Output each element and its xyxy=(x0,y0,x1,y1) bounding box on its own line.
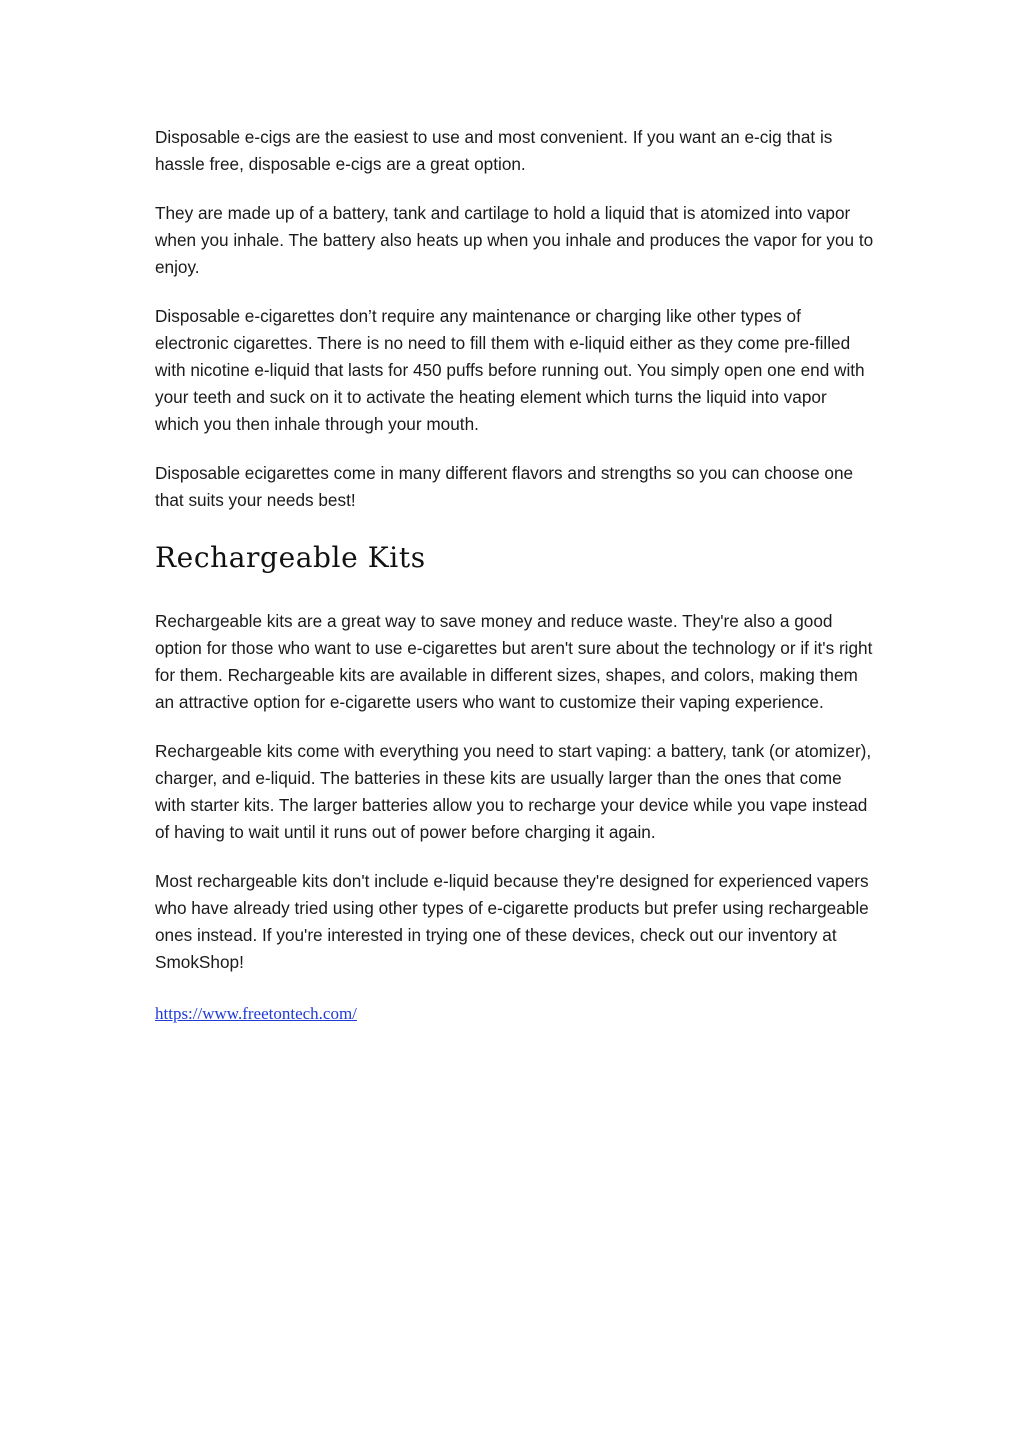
paragraph-disposable-components: They are made up of a battery, tank and cartilage to hold a liquid that is atomized into vapor when you inhale. The battery also heats up when you inhale and produces the vapor for you to enjoy. xyxy=(155,203,874,277)
paragraph-disposable-flavors: Disposable ecigarettes come in many different flavors and strengths so you can choose one that suits your needs best! xyxy=(155,463,854,510)
section-heading-rechargeable-kits: Rechargeable Kits xyxy=(155,541,426,574)
paragraph-disposable-maintenance: Disposable e-cigarettes don’t require any maintenance or charging like other types of electronic cigarettes. There is no need to fill them with e-liquid either as they come pre-filled with nicotine e-liquid that lasts for 450 puffs before running out. You simply open one end with your teeth and suck on it to activate the heating element which turns the liquid into vapor which you then inhale through your mouth. xyxy=(155,306,865,434)
paragraph-disposable-intro: Disposable e-cigs are the easiest to use and most convenient. If you want an e-cig that is hassle free, disposable e-cigs are a great option. xyxy=(155,127,833,174)
paragraph-rechargeable-eliquid: Most rechargeable kits don't include e-liquid because they're designed for experienced vapers who have already tried using other types of e-cigarette products but prefer using rechargeable ones instead. If you're interested in trying one of these devices, check out our inventory at SmokShop! xyxy=(155,871,869,972)
document-body xyxy=(155,124,875,1027)
paragraph-rechargeable-intro: Rechargeable kits are a great way to save money and reduce waste. They're also a good option for those who want to use e-cigarettes but aren't sure about the technology or if it's right for them. Rechargeable kits are available in different sizes, shapes, and colors, making them an attractive option for e-cigarette users who want to customize their vaping experience. xyxy=(155,611,873,712)
paragraph-rechargeable-contents: Rechargeable kits come with everything you need to start vaping: a battery, tank (or atomizer), charger, and e-liquid. The batteries in these kits are usually larger than the ones that come with starter kits. The larger batteries allow you to recharge your device while you vape instead of having to wait until it runs out of power before charging it again. xyxy=(155,741,872,842)
website-link[interactable]: https://www.freetontech.com/ xyxy=(155,1004,357,1023)
